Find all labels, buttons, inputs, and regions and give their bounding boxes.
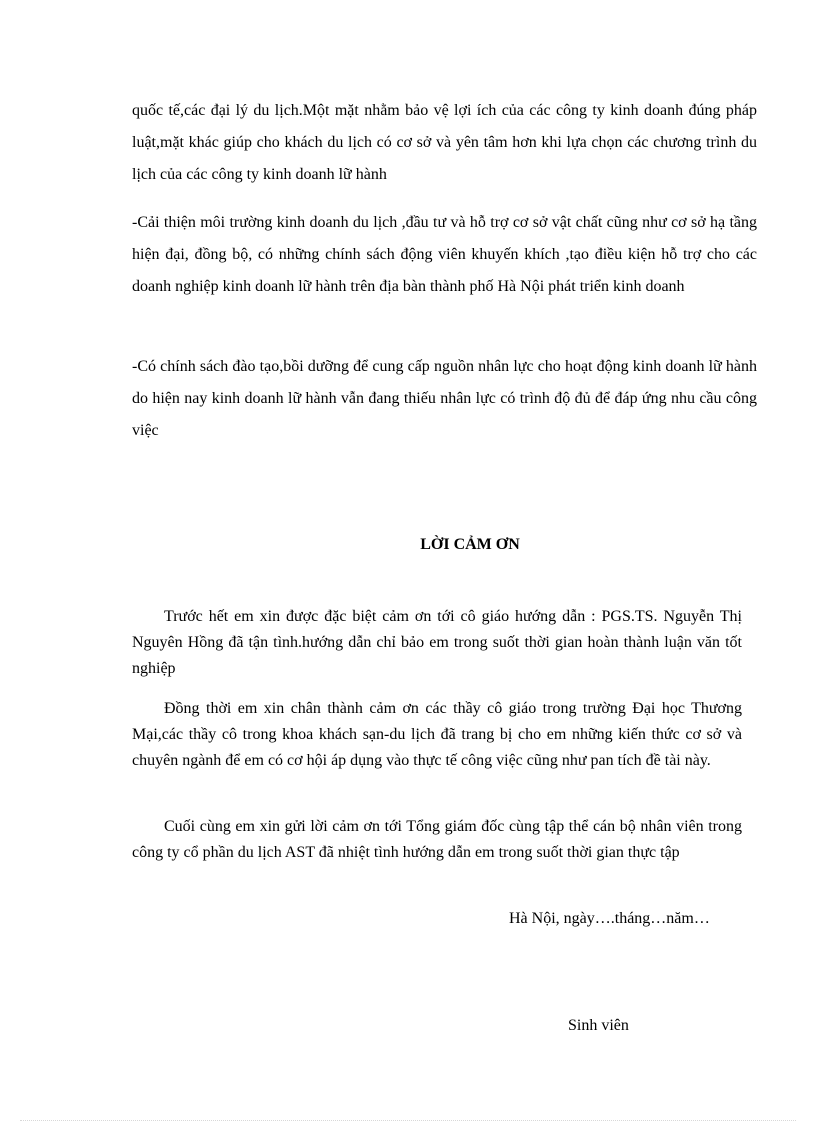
recommendation-paragraph-1: quốc tế,các đại lý du lịch.Một mặt nhằm bảo vệ lợi ích của các công ty kinh doanh đúng pháp luật,mặt khác giúp cho khách du lịch có cơ sở và yên tâm hơn khi lựa chọn các chương trình du lịch của các công ty kinh doanh lữ hành: [132, 102, 757, 183]
acknowledgement-paragraph-3: Cuối cùng em xin gửi lời cảm ơn tới Tổng giám đốc cùng tập thể cán bộ nhân viên trong công ty cổ phần du lịch AST đã nhiệt tình hướng dẫn em trong suốt thời gian thực tập: [132, 818, 742, 861]
acknowledgement-paragraph-2: Đồng thời em xin chân thành cảm ơn các thầy cô giáo trong trường Đại học Thương Mại,các thầy cô trong khoa khách sạn-du lịch đã trang bị cho em những kiến thức cơ sở và chuyên ngành để em có cơ hội áp dụng vào thực tế công việc cũng như pan tích đề tài này.: [132, 700, 742, 769]
recommendation-paragraph-3: -Có chính sách đào tạo,bồi dưỡng để cung cấp nguồn nhân lực cho hoạt động kinh doanh lữ hành do hiện nay kinh doanh lữ hành vẫn đang thiếu nhân lực có trình độ đủ để đáp ứng nhu cầu công việc: [132, 358, 757, 439]
place-date-line: Hà Nội, ngày….tháng…năm…: [509, 910, 710, 927]
signer-label: Sinh viên: [568, 1017, 629, 1034]
acknowledgement-paragraph-1: Trước hết em xin được đặc biệt cảm ơn tới cô giáo hướng dẫn : PGS.TS. Nguyễn Thị Nguyên Hồng đã tận tình.hướng dẫn chỉ bảo em trong suốt thời gian hoàn thành luận văn tốt nghiệp: [132, 608, 742, 677]
recommendation-paragraph-2: -Cải thiện môi trường kinh doanh du lịch ,đầu tư và hỗ trợ cơ sở vật chất cũng như cơ sở hạ tầng hiện đại, đồng bộ, có những chính sách động viên khuyến khích ,tạo điều kiện hỗ trợ cho các doanh nghiệp kinh doanh lữ hành trên địa bàn thành phố Hà Nội phát triển kinh doanh: [132, 214, 757, 295]
acknowledgement-heading: LỜI CẢM ƠN: [420, 536, 520, 553]
page-bottom-divider: [20, 1120, 796, 1121]
